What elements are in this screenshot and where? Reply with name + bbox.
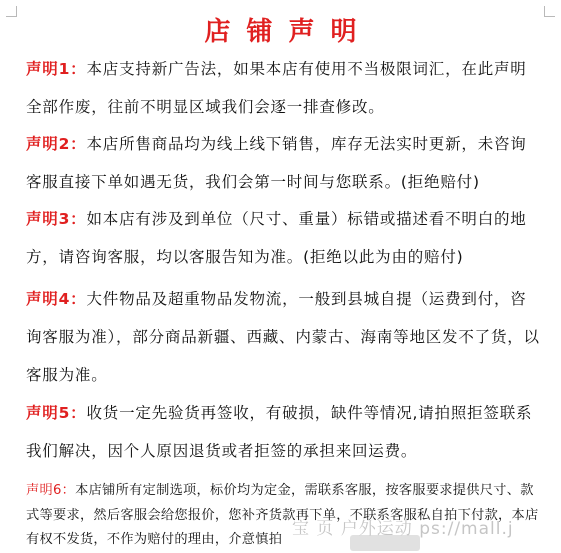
statement-text: 如本店有涉及到单位（尺寸、重量）标错或描述看不明白的地方，请咨询客服，均以客服告知为准。(拒绝以此为由的赔付) <box>26 210 527 266</box>
statement-label: 声明2： <box>26 135 87 153</box>
statement-3 <box>26 200 542 276</box>
page-title: 店铺声明 <box>204 17 373 47</box>
statement-5 <box>26 394 542 470</box>
statement-text: 本店所售商品均为线上线下销售，库存无法实时更新，未咨询客服直接下单如遇无货，我们会第一时间与您联系。(拒绝赔付) <box>26 135 527 191</box>
statement-2 <box>26 125 542 201</box>
statement-label: 声明6： <box>26 483 76 498</box>
statement-label: 声明4： <box>26 290 87 308</box>
statement-4 <box>26 280 542 394</box>
statement-text: 本店铺所有定制选项，标价均为定金，需联系客服，按客服要求提供尺寸、款式等要求，然后客服会给您报价，您补齐货款再下单，不联系客服私自拍下付款，本店有权不发货，不作为赔付的理由，介意慎拍 <box>26 483 539 547</box>
statement-label: 声明5： <box>26 404 87 422</box>
statement-text: 大件物品及超重物品发物流，一般到县城自提（运费到付，咨询客服为准），部分商品新疆、西藏、内蒙古、海南等地区发不了货，以客服为准。 <box>26 290 540 384</box>
statement-text: 收货一定先验货再签收，有破损，缺件等情况,请拍照拒签联系我们解决，因个人原因退货或者拒签的承担来回运费。 <box>26 404 533 460</box>
statement-1 <box>26 50 542 126</box>
statement-label: 声明3： <box>26 210 87 228</box>
statement-text: 本店支持新广告法，如果本店有使用不当极限词汇，在此声明全部作废，往前不明显区域我们会逐一排查修改。 <box>26 60 527 116</box>
watermark-text: 宝 页 户外运动 ps://mall.j <box>292 519 514 539</box>
statement-label: 声明1： <box>26 60 87 78</box>
